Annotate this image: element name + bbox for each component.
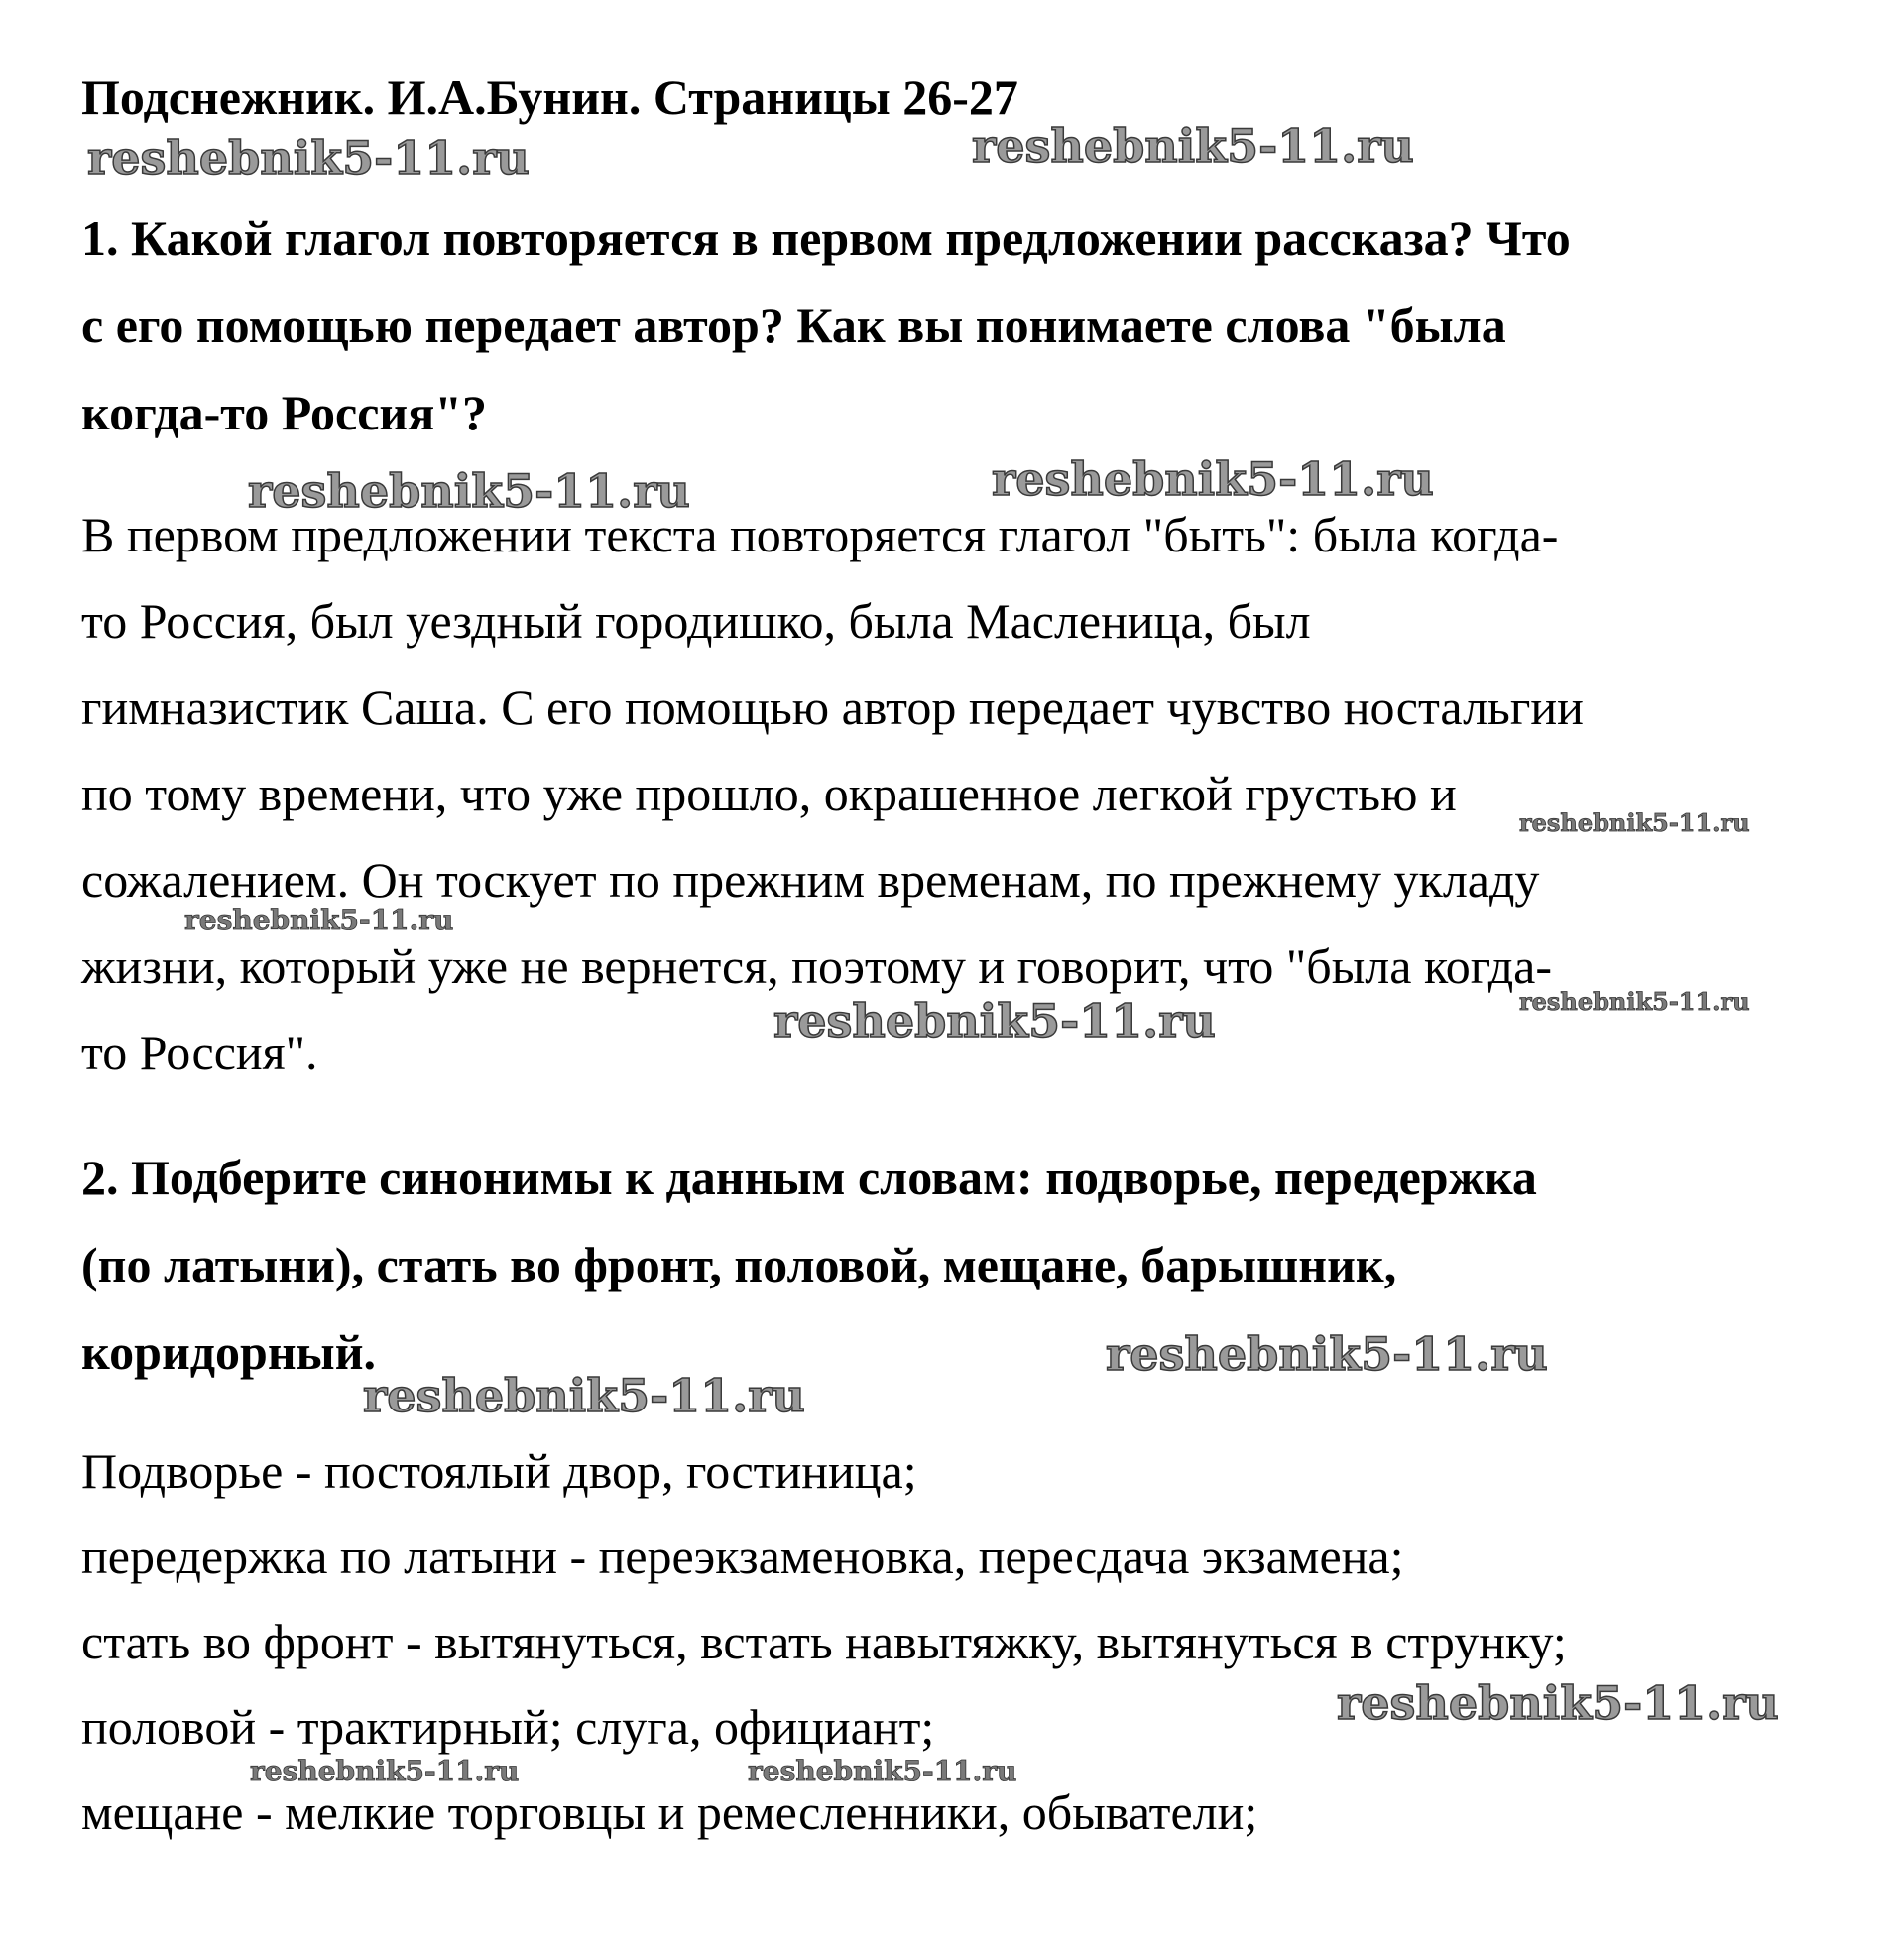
answer-line: то Россия".: [81, 1025, 318, 1080]
question-line: коридорный.: [81, 1324, 377, 1380]
answer-line: жизни, который уже не вернется, поэтому и говорит, что "была когда-: [81, 938, 1553, 994]
question-line: 2. Подберите синонимы к данным словам: подворье, передержка: [81, 1150, 1537, 1205]
answer-line: стать во фронт - вытянуться, встать навытяжку, вытянуться в струнку;: [81, 1614, 1567, 1669]
watermark: reshebnik5-11.ru: [992, 452, 1434, 506]
question-line: когда-то Россия"?: [81, 385, 488, 440]
page-title: Подснежник. И.А.Бунин. Страницы 26-27: [81, 69, 1018, 125]
watermark: reshebnik5-11.ru: [1519, 808, 1750, 837]
answer-2: [81, 1428, 1856, 1855]
watermark: reshebnik5-11.ru: [87, 131, 530, 184]
watermark: reshebnik5-11.ru: [250, 1755, 520, 1787]
answer-line: мещане - мелкие торговцы и ремесленники, обыватели;: [81, 1784, 1258, 1840]
watermark: reshebnik5-11.ru: [773, 994, 1216, 1047]
answer-line: Подворье - постоялый двор, гостиница;: [81, 1443, 917, 1499]
answer-line: то Россия, был уездный городишко, была Масленица, был: [81, 593, 1311, 649]
question-1: [81, 194, 1837, 456]
answer-1: [81, 492, 1856, 1096]
answer-line: гимназистик Саша. С его помощью автор передает чувство ностальгии: [81, 679, 1584, 735]
watermark: reshebnik5-11.ru: [248, 464, 690, 518]
question-line: с его помощью передает автор? Как вы понимаете слова "была: [81, 298, 1506, 353]
watermark: reshebnik5-11.ru: [1519, 987, 1750, 1016]
answer-line: половой - трактирный; слуга, официант;: [81, 1699, 935, 1755]
watermark: reshebnik5-11.ru: [972, 119, 1414, 173]
watermark: reshebnik5-11.ru: [1106, 1327, 1548, 1381]
question-line: 1. Какой глагол повторяется в первом предложении рассказа? Что: [81, 210, 1571, 266]
question-2: [81, 1134, 1837, 1396]
answer-line: передержка по латыни - переэкзаменовка, пересдача экзамена;: [81, 1529, 1404, 1584]
watermark: reshebnik5-11.ru: [1337, 1676, 1779, 1730]
question-line: (по латыни), стать во фронт, половой, мещане, барышник,: [81, 1237, 1397, 1292]
answer-line: В первом предложении текста повторяется глагол "быть": была когда-: [81, 507, 1559, 562]
watermark: reshebnik5-11.ru: [748, 1755, 1017, 1787]
watermark: reshebnik5-11.ru: [363, 1369, 805, 1422]
watermark: reshebnik5-11.ru: [184, 904, 454, 936]
answer-line: сожалением. Он тоскует по прежним временам, по прежнему укладу: [81, 852, 1540, 908]
answer-line: по тому времени, что уже прошло, окрашенное легкой грустью и: [81, 766, 1457, 821]
